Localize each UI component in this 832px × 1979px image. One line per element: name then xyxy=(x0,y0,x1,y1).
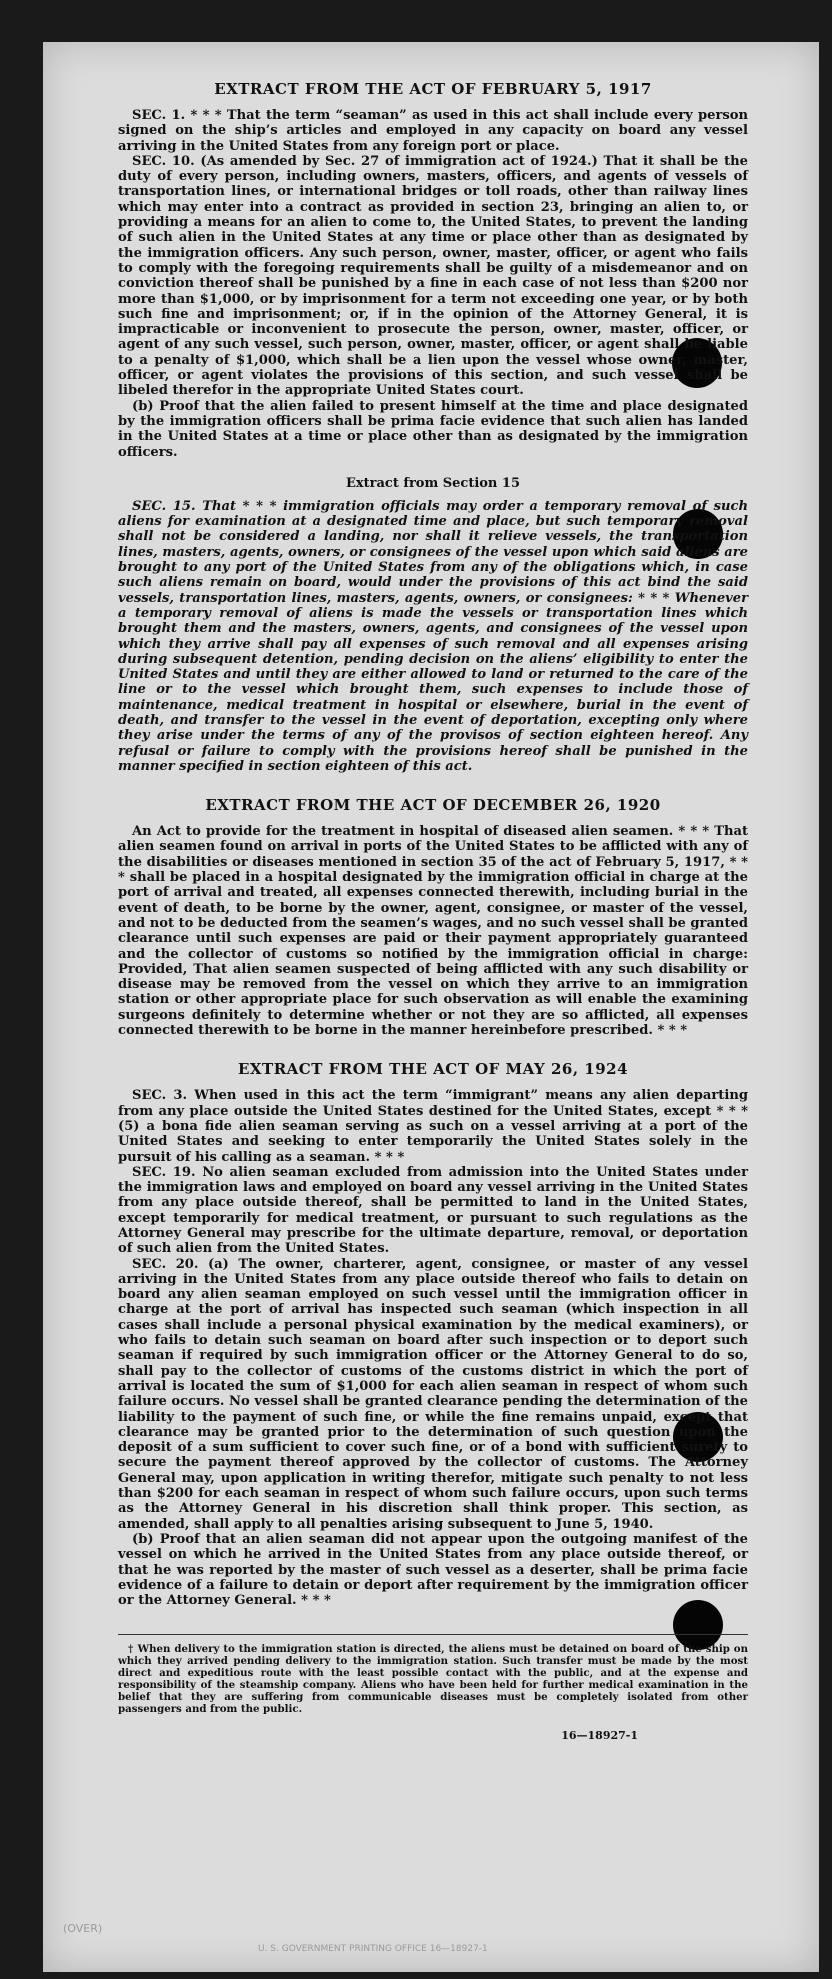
paragraph-sec-20-b: (b) Proof that an alien seaman did not appear upon the outgoing manifest of the vessel on which he arrived in the United States from any place outside thereof, or that he was reported by the master of such vessel as a deserter, shall be prima facie evidence of a failure to detain or deport after requirement by the immigration officer or the Attorney General. * * * xyxy=(118,1531,748,1609)
bleed-through-printer: U. S. GOVERNMENT PRINTING OFFICE 16—18927-1 xyxy=(258,1944,488,1954)
footnote-text: † When delivery to the immigration station is directed, the aliens must be detained on board of the ship on which they arrived pending delivery to the immigration station. Such transfer must be made by the most direct and expeditious route with the least possible contact with the public, and at the expense and responsibility of the steamship company. Aliens who have been held for further medical examination in the belief that they are suffering from communicable diseases must be completely isolated from other passengers and from the public. xyxy=(118,1643,748,1716)
document-body xyxy=(118,80,748,1742)
paragraph-sec-10-b: (b) Proof that the alien failed to present himself at the time and place designated by the immigration officers shall be prima facie evidence that such alien has landed in the United States at a time or place other than as designated by the immigration officers. xyxy=(118,398,748,460)
paragraph-sec-3: SEC. 3. When used in this act the term “immigrant” means any alien departing from any place outside the United States destined for the United States, except * * * (5) a bona fide alien seaman serving as such on a vessel arriving at a port of the United States and seeking to enter temporarily the United States solely in the pursuit of his calling as a seaman. * * * xyxy=(118,1088,748,1165)
paragraph-sec-15: SEC. 15. That * * * immigration officials may order a temporary removal of such aliens for examination at a designated time and place, but such temporary removal shall not be considered a landing, nor shall it relieve vessels, the transportation lines, masters, agents, owners, or consignees of the vessel upon which said aliens are brought to any port of the United States from any of the obligations which, in case such aliens remain on board, would under the provisions of this act bind the said vessels, transportation lines, masters, agents, owners, or consignees: * * * Whenever a temporary removal of aliens is made the vessels or transportation lines which brought them and the masters, owners, agents, and consignees of the vessel upon which they arrive shall pay all expenses of such removal and all expenses arising during subsequent detention, pending decision on the aliens’ eligibility to enter the United States and until they are either allowed to land or returned to the care of the line or to the vessel which brought them, such expenses to include those of maintenance, medical treatment in hospital or elsewhere, burial in the event of death, and transfer to the vessel in the event of deportation, excepting only where they arise under the terms of any of the provisos of section eighteen hereof. Any refusal or failure to comply with the provisions hereof shall be punished in the manner specified in section eighteen of this act. xyxy=(118,498,748,774)
bleed-through-over: (OVER) xyxy=(63,1922,103,1935)
paragraph-sec-10: SEC. 10. (As amended by Sec. 27 of immigration act of 1924.) That it shall be the duty of every person, including owners, masters, officers, and agents of vessels of transportation lines, or international bridges or toll roads, other than railway lines which may enter into a contract as provided in section 23, bringing an alien to, or providing a means for an alien to come to, the United States, to prevent the landing of such alien in the United States at any time or place other than as designated by the immigration officers. Any such person, owner, master, officer, or agent who fails to comply with the foregoing requirements shall be guilty of a misdemeanor and on conviction thereof shall be punished by a fine in each case of not less than $200 nor more than $1,000, or by imprisonment for a term not exceeding one year, or by both such fine and imprisonment; or, if in the opinion of the Attorney General, it is impracticable or inconvenient to prosecute the person, owner, master, officer, or agent of any such vessel, such person, owner, master, officer, or agent shall be liable to a penalty of $1,000, which shall be a lien upon the vessel whose owner, master, officer, or agent violates the provisions of this section, and such vessel shall be libeled therefor in the appropriate United States court. xyxy=(118,153,748,399)
heading-act-1917: EXTRACT FROM THE ACT OF FEBRUARY 5, 1917 xyxy=(214,80,652,98)
document-page xyxy=(43,42,819,1972)
footnote xyxy=(118,1634,748,1715)
form-number: 16—18927-1 xyxy=(561,1729,638,1743)
paragraph-sec-19: SEC. 19. No alien seaman excluded from admission into the United States under the immigration laws and employed on board any vessel arriving in the United States from any place outside thereof, shall be permitted to land in the United States, except temporarily for medical treatment, or pursuant to such regulations as the Attorney General may prescribe for the ultimate departure, removal, or deportation of such alien from the United States. xyxy=(118,1164,748,1257)
heading-section-15: Extract from Section 15 xyxy=(345,475,521,491)
heading-act-1920: EXTRACT FROM THE ACT OF DECEMBER 26, 1920 xyxy=(205,796,661,815)
paragraph-act-1920: An Act to provide for the treatment in hospital of diseased alien seamen. * * * That alien seamen found on arrival in ports of the United States to be afflicted with any of the disabilities or diseases mentioned in section 35 of the act of February 5, 1917, * * * shall be placed in a hospital designated by the immigration official in charge at the port of arrival and treated, all expenses connected therewith, including burial in the event of death, to be borne by the owner, agent, consignee, or master of the vessel, and not to be deducted from the seamen’s wages, and no such vessel shall be granted clearance until such expenses are paid or their payment appropriately guaranteed and the collector of customs so notified by the immigration official in charge: Provided, That alien seamen suspected of being afflicted with any such disability or disease may be removed from the vessel on which they arrive to an immigration station or other appropriate place for such observation as will enable the examining surgeons definitely to determine whether or not they are so afflicted, all expenses connected therewith to be borne in the manner hereinbefore prescribed. * * * xyxy=(118,824,748,1039)
heading-act-1924: EXTRACT FROM THE ACT OF MAY 26, 1924 xyxy=(237,1060,629,1079)
paragraph-sec-1: SEC. 1. * * * That the term “seaman” as used in this act shall include every person signed on the ship’s articles and employed in any capacity on board any vessel arriving in the United States from any foreign port or place. xyxy=(118,108,748,154)
paragraph-sec-20: SEC. 20. (a) The owner, charterer, agent, consignee, or master of any vessel arriving in the United States from any place outside thereof who fails to detain on board any alien seaman employed on such vessel until the immigration officer in charge at the port of arrival has inspected such seaman (which inspection in all cases shall include a personal physical examination by the medical examiners), or who fails to detain such seaman on board after such inspection or to deport such seaman if required by such immigration officer or the Attorney General to do so, shall pay to the collector of customs of the customs district in which the port of arrival is located the sum of $1,000 for each alien seaman in respect of whom such failure occurs. No vessel shall be granted clearance pending the determination of the liability to the payment of such fine, or while the fine remains unpaid, except that clearance may be granted prior to the determination of such question upon the deposit of a sum sufficient to cover such fine, or of a bond with sufficient surety to secure the payment thereof approved by the collector of customs. The Attorney General may, upon application in writing therefor, mitigate such penalty to not less than $200 for each seaman in respect of whom such failure occurs, upon such terms as the Attorney General in his discretion shall think proper. This section, as amended, shall apply to all penalties arising subsequent to June 5, 1940. xyxy=(118,1256,748,1532)
